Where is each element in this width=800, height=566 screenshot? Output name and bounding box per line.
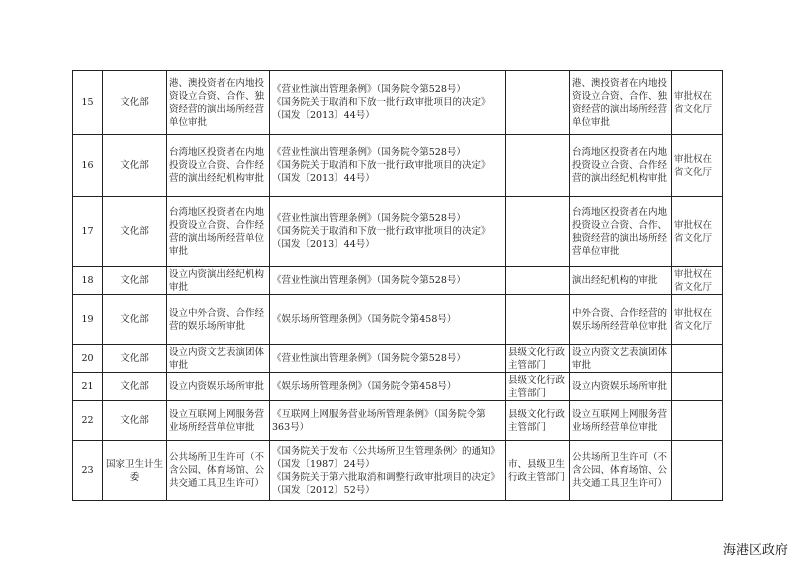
cell-basis: 《营业性演出管理条例》（国务院令第528号） (270, 345, 506, 373)
cell-item: 台湾地区投资者在内地投资设立合资、合作经营的演出经纪机构审批 (167, 135, 270, 197)
cell-item: 设立互联网上网服务营业场所经营单位审批 (167, 401, 270, 441)
cell-sub: 公共场所卫生许可（不含公园、体育场馆、公共交通工具卫生许可） (570, 441, 672, 501)
table-row (73, 135, 723, 197)
cell-item: 台湾地区投资者在内地投资设立合资、合作经营的演出场所经营单位审批 (167, 197, 270, 267)
table-row (73, 345, 723, 373)
cell-level: 县级文化行政主管部门 (506, 373, 570, 401)
cell-basis: 《营业性演出管理条例》（国务院令第528号） 《国务院关于取消和下放一批行政审批项目的决定》（国发〔2013〕44号） (270, 71, 506, 135)
cell-dept: 文化部 (103, 267, 167, 295)
cell-note: 审批权在省文化厅 (672, 295, 723, 345)
cell-dept: 文化部 (103, 295, 167, 345)
cell-level (506, 71, 570, 135)
cell-item: 港、澳投资者在内地投资设立合资、合作、独资经营的演出场所经营单位审批 (167, 71, 270, 135)
cell-note: 审批权在省文化厅 (672, 267, 723, 295)
cell-basis: 《娱乐场所管理条例》（国务院令第458号） (270, 295, 506, 345)
cell-basis: 《互联网上网服务营业场所管理条例》（国务院令第363号） (270, 401, 506, 441)
table-row (73, 295, 723, 345)
cell-item: 公共场所卫生许可（不含公园、体育场馆、公共交通工具卫生许可） (167, 441, 270, 501)
cell-level: 市、县级卫生行政主管部门 (506, 441, 570, 501)
cell-basis: 《娱乐场所管理条例》（国务院令第458号） (270, 373, 506, 401)
approval-items-table (72, 70, 723, 501)
cell-num: 20 (73, 345, 103, 373)
cell-sub: 台湾地区投资者在内地投资设立合资、合作、独资经营的演出场所经营单位审批 (570, 197, 672, 267)
cell-level (506, 295, 570, 345)
cell-note (672, 401, 723, 441)
cell-note (672, 345, 723, 373)
cell-sub: 设立互联网上网服务营业场所经营单位审批 (570, 401, 672, 441)
cell-sub: 设立内资文艺表演团体审批 (570, 345, 672, 373)
cell-num: 16 (73, 135, 103, 197)
cell-num: 23 (73, 441, 103, 501)
cell-dept: 文化部 (103, 135, 167, 197)
cell-dept: 文化部 (103, 71, 167, 135)
cell-dept: 文化部 (103, 197, 167, 267)
cell-num: 17 (73, 197, 103, 267)
table-row (73, 71, 723, 135)
cell-basis: 《国务院关于发布〈公共场所卫生管理条例〉的通知》（国发〔1987〕24号） 《国务院关于第六批取消和调整行政审批项目的决定》（国发〔2012〕52号） (270, 441, 506, 501)
cell-num: 21 (73, 373, 103, 401)
watermark-logo-text: 海港区政府 (722, 543, 788, 558)
cell-num: 19 (73, 295, 103, 345)
cell-dept: 文化部 (103, 373, 167, 401)
cell-sub: 演出经纪机构的审批 (570, 267, 672, 295)
cell-basis: 《营业性演出管理条例》（国务院令第528号） 《国务院关于取消和下放一批行政审批项目的决定》（国发〔2013〕44号） (270, 135, 506, 197)
cell-item: 设立内资娱乐场所审批 (167, 373, 270, 401)
cell-note: 审批权在省文化厅 (672, 135, 723, 197)
cell-note (672, 441, 723, 501)
cell-dept: 文化部 (103, 401, 167, 441)
cell-level (506, 135, 570, 197)
table-row (73, 197, 723, 267)
cell-item: 设立中外合资、合作经营的娱乐场所审批 (167, 295, 270, 345)
cell-sub: 港、澳投资者在内地投资设立合资、合作、独资经营的演出场所经营单位审批 (570, 71, 672, 135)
cell-level (506, 267, 570, 295)
cell-sub: 设立内资娱乐场所审批 (570, 373, 672, 401)
cell-basis: 《营业性演出管理条例》（国务院令第528号） (270, 267, 506, 295)
cell-num: 22 (73, 401, 103, 441)
cell-note (672, 373, 723, 401)
cell-level: 县级文化行政主管部门 (506, 401, 570, 441)
table-row (73, 373, 723, 401)
cell-dept: 文化部 (103, 345, 167, 373)
cell-note: 审批权在省文化厅 (672, 71, 723, 135)
cell-item: 设立内资演出经纪机构审批 (167, 267, 270, 295)
cell-num: 15 (73, 71, 103, 135)
cell-dept: 国家卫生计生委 (103, 441, 167, 501)
table-row (73, 267, 723, 295)
cell-item: 设立内资文艺表演团体审批 (167, 345, 270, 373)
cell-num: 18 (73, 267, 103, 295)
cell-sub: 台湾地区投资者在内地投资设立合资、合作经营的演出经纪机构审批 (570, 135, 672, 197)
cell-level: 县级文化行政主管部门 (506, 345, 570, 373)
cell-basis: 《营业性演出管理条例》（国务院令第528号） 《国务院关于取消和下放一批行政审批项目的决定》（国发〔2013〕44号） (270, 197, 506, 267)
table-row (73, 401, 723, 441)
table-row (73, 441, 723, 501)
cell-level (506, 197, 570, 267)
cell-sub: 中外合资、合作经营的娱乐场所经营单位审批 (570, 295, 672, 345)
cell-note: 审批权在省文化厅 (672, 197, 723, 267)
